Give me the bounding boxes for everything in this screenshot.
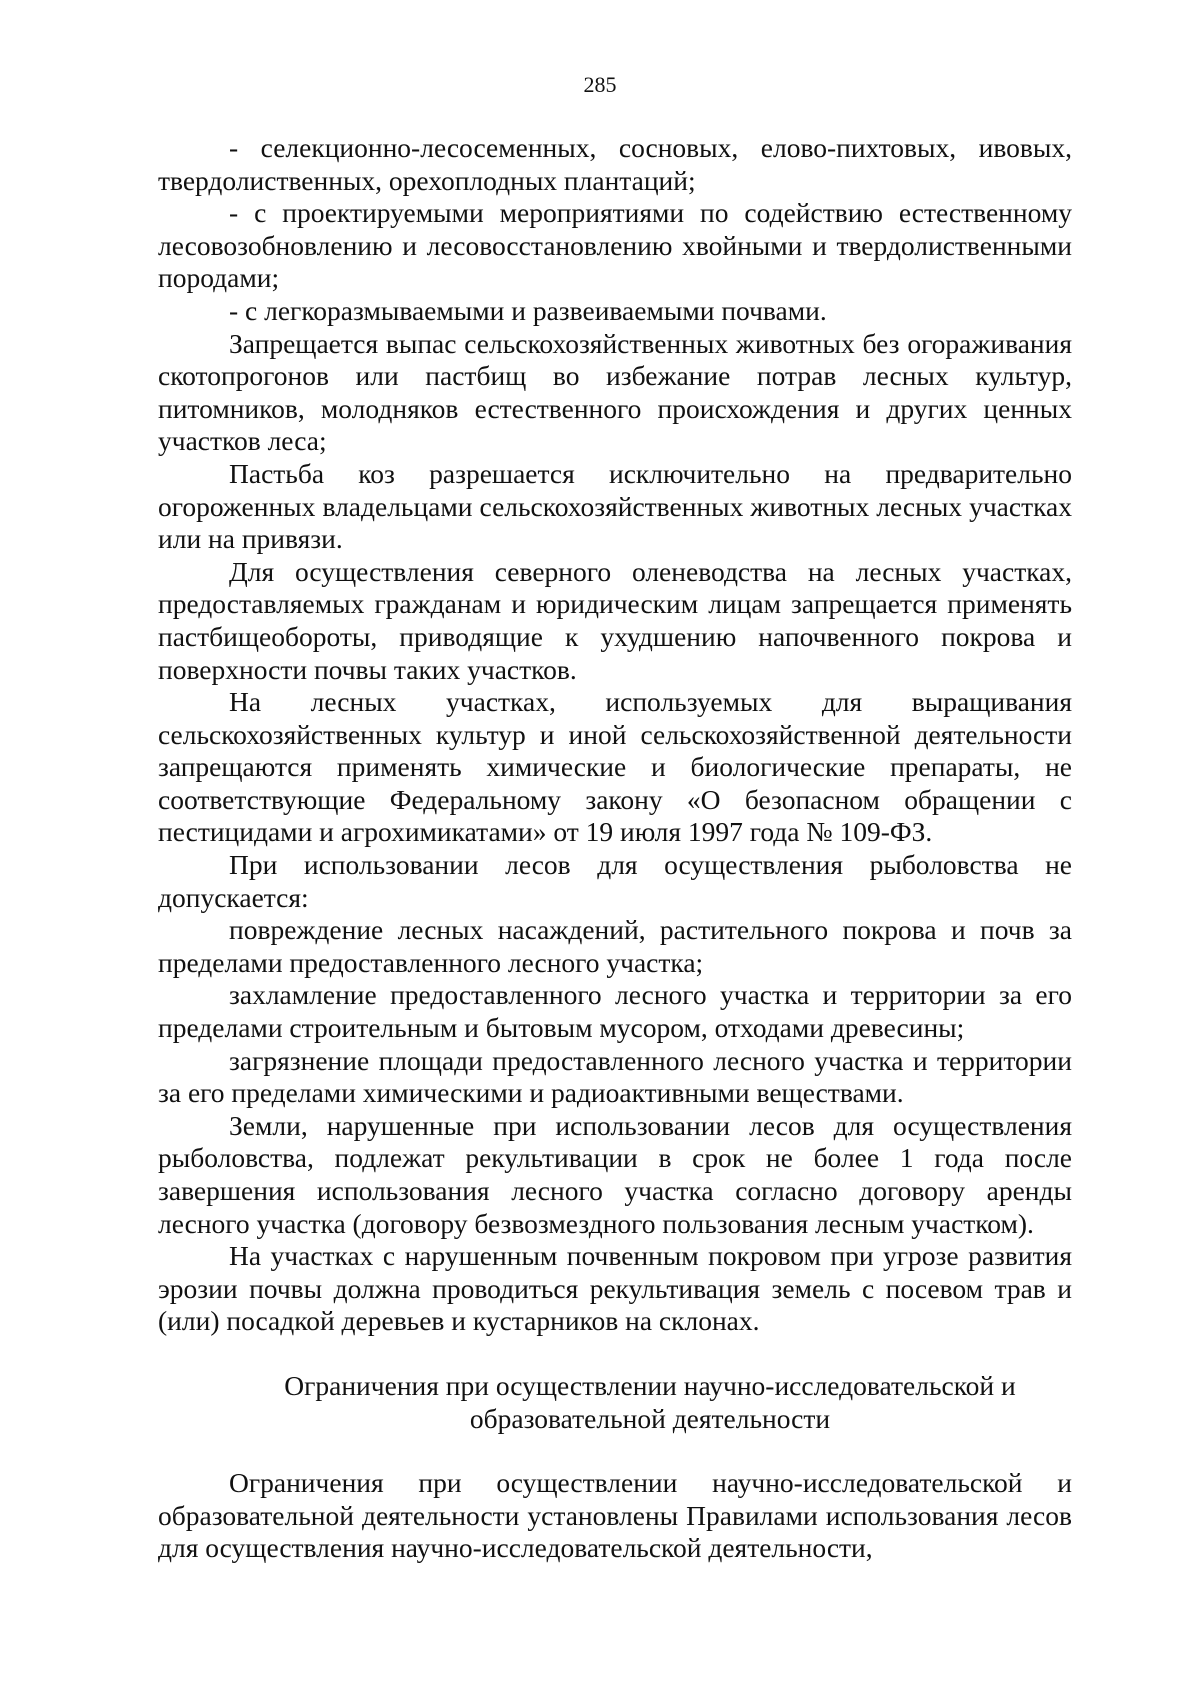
list-item-littering: захламление предоставленного лесного участка и территории за его пределами строительным и бытовым мусором, отходами древесины; xyxy=(158,979,1072,1044)
list-item-damage: повреждение лесных насаждений, растительного покрова и почв за пределами предоставленного лесного участка; xyxy=(158,914,1072,978)
list-item-plantations: - селекционно-лесосеменных, сосновых, елово-пихтовых, ивовых, твердолиственных, орехоплодных плантаций; xyxy=(158,132,1072,196)
paragraph-fishing-intro: При использовании лесов для осуществления рыболовства не допускается: xyxy=(158,849,1072,913)
list-item-erodible-soils: - с легкоразмываемыми и развеиваемыми почвами. xyxy=(229,294,827,326)
paragraph-grazing-ban: Запрещается выпас сельскохозяйственных животных без огораживания скотопрогонов или пастбищ во избежание потрав лесных культур, питомников, молодняков естественного происхождения и других ценных участков леса; xyxy=(158,327,1072,457)
paragraph-recultivation: Земли, нарушенные при использовании лесов для осуществления рыболовства, подлежат рекультивации в срок не более 1 года после завершения использования лесного участка согласно договору аренды лесного участка (договору безвозмездного пользования лесным участком). xyxy=(158,1109,1072,1239)
paragraph-erosion: На участках с нарушенным почвенным покровом при угрозе развития эрозии почвы должна проводиться рекультивация земель с посевом трав и (или) посадкой деревьев и кустарников на склонах. xyxy=(158,1240,1072,1337)
paragraph-research-restrictions: Ограничения при осуществлении научно-исследовательской и образовательной деятельности установлены Правилами использования лесов для осуществления научно-исследовательской деятельности, xyxy=(158,1467,1072,1564)
page-number: 285 xyxy=(583,72,617,97)
paragraph-chemicals: На лесных участках, используемых для выращивания сельскохозяйственных культур и иной сельскохозяйственной деятельности запрещаются применять химические и биологические препараты, не соответствующие Федеральному закону «О безопасном обращении с пестицидами и агрохимикатами» от 19 июля 1997 года № 109-ФЗ. xyxy=(158,686,1072,848)
paragraph-goat-grazing: Пастьба коз разрешается исключительно на предварительно огороженных владельцами сельскохозяйственных животных лесных участках или на привязи. xyxy=(158,457,1072,555)
section-heading: Ограничения при осуществлении научно-исследовательской и образовательной деятельности xyxy=(284,1369,1016,1434)
paragraph-reindeer-herding: Для осуществления северного оленеводства на лесных участках, предоставляемых гражданам и юридическим лицам запрещается применять пастбищеобороты, приводящие к ухудшению напочвенного покрова и поверхности почвы таких участков. xyxy=(158,555,1072,685)
list-item-reforestation: - с проектируемыми мероприятиями по содействию естественному лесовозобновлению и лесовосстановлению хвойными и твердолиственными породами; xyxy=(158,197,1072,294)
list-item-pollution: загрязнение площади предоставленного лесного участка и территории за его пределами химическими и радиоактивными веществами. xyxy=(158,1044,1072,1109)
document-body xyxy=(158,132,1072,1565)
